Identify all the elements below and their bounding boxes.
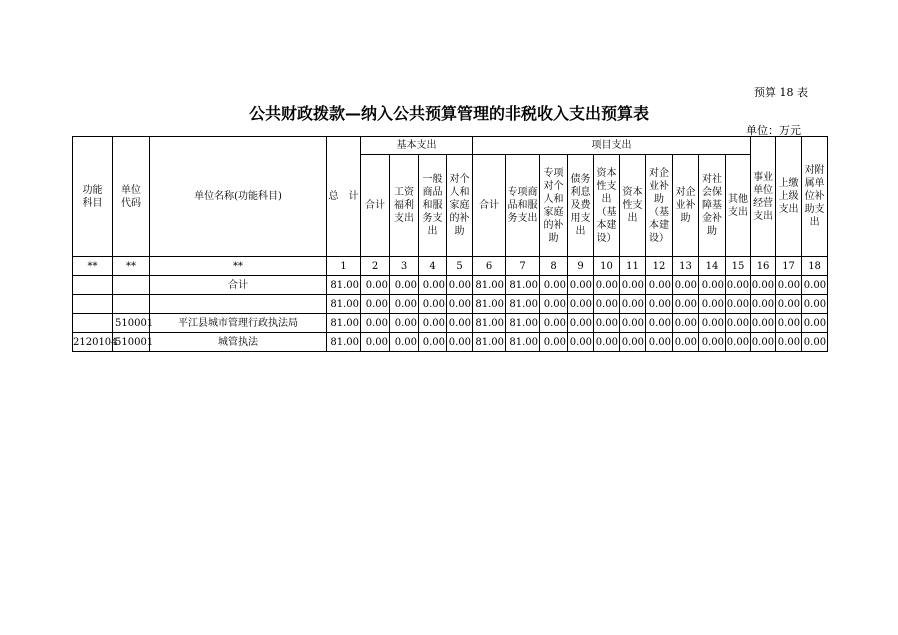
column-index-cell: ** — [113, 257, 150, 276]
header-project-expenditure: 项目支出 — [473, 137, 751, 155]
amount-cell: 0.00 — [568, 314, 594, 333]
header-project-capital: 资本性支出 — [620, 155, 646, 257]
amount-cell: 0.00 — [802, 314, 828, 333]
amount-cell: 0.00 — [447, 333, 473, 352]
header-unit-code: 单位代码 — [113, 137, 150, 257]
amount-cell: 0.00 — [751, 333, 776, 352]
header-func-subject: 功能科目 — [73, 137, 113, 257]
column-index-cell: 1 — [327, 257, 361, 276]
header-unit-name: 单位名称(功能科目) — [150, 137, 327, 257]
func-subject-cell: 2120104 — [73, 333, 113, 352]
header-project-total: 合计 — [473, 155, 506, 257]
amount-cell: 0.00 — [646, 295, 673, 314]
amount-cell: 0.00 — [802, 295, 828, 314]
amount-cell: 81.00 — [327, 314, 361, 333]
amount-cell: 81.00 — [506, 314, 540, 333]
unit-code-cell — [113, 276, 150, 295]
header-upper: 上缴上级支出 — [776, 137, 802, 257]
amount-cell: 0.00 — [540, 276, 568, 295]
column-index-cell: 12 — [646, 257, 673, 276]
amount-cell: 0.00 — [594, 314, 620, 333]
column-index-cell: 15 — [726, 257, 751, 276]
amount-cell: 0.00 — [776, 314, 802, 333]
amount-cell: 0.00 — [361, 276, 390, 295]
column-index-cell: ** — [150, 257, 327, 276]
amount-cell: 0.00 — [568, 295, 594, 314]
amount-cell: 0.00 — [646, 333, 673, 352]
amount-cell: 0.00 — [673, 295, 699, 314]
column-index-cell: 13 — [673, 257, 699, 276]
amount-cell: 81.00 — [327, 276, 361, 295]
amount-cell: 0.00 — [540, 333, 568, 352]
amount-cell: 81.00 — [327, 295, 361, 314]
amount-cell: 0.00 — [751, 314, 776, 333]
column-index-row — [73, 257, 828, 276]
column-index-cell: 9 — [568, 257, 594, 276]
form-number: 预算 18 表 — [754, 86, 808, 99]
header-project-enterprise: 对企业补助 — [673, 155, 699, 257]
amount-cell: 0.00 — [419, 333, 447, 352]
amount-cell: 81.00 — [473, 276, 506, 295]
amount-cell: 0.00 — [540, 314, 568, 333]
amount-cell: 0.00 — [802, 276, 828, 295]
header-project-personal: 专项对个人和家庭的补助 — [540, 155, 568, 257]
header-project-enterprise-construct: 对企业补助（基本建设） — [646, 155, 673, 257]
amount-cell: 0.00 — [361, 295, 390, 314]
unit-code-cell — [113, 295, 150, 314]
table-row — [73, 295, 828, 314]
unit-name-cell: 合计 — [150, 276, 327, 295]
amount-cell: 0.00 — [646, 276, 673, 295]
column-index-cell: 7 — [506, 257, 540, 276]
unit-name-cell: 城管执法 — [150, 333, 327, 352]
column-index-cell: 5 — [447, 257, 473, 276]
amount-cell: 0.00 — [673, 333, 699, 352]
amount-cell: 0.00 — [390, 295, 419, 314]
amount-cell: 0.00 — [419, 314, 447, 333]
amount-cell: 81.00 — [506, 333, 540, 352]
unit-label: 单位：万元 — [746, 124, 801, 137]
amount-cell: 81.00 — [473, 295, 506, 314]
amount-cell: 0.00 — [620, 295, 646, 314]
amount-cell: 81.00 — [473, 333, 506, 352]
table-row — [73, 333, 828, 352]
column-index-cell: 11 — [620, 257, 646, 276]
column-index-cell: 2 — [361, 257, 390, 276]
column-index-cell: 6 — [473, 257, 506, 276]
amount-cell: 81.00 — [506, 295, 540, 314]
unit-name-cell: 平江县城市管理行政执法局 — [150, 314, 327, 333]
amount-cell: 81.00 — [506, 276, 540, 295]
amount-cell: 0.00 — [594, 276, 620, 295]
amount-cell: 0.00 — [802, 333, 828, 352]
column-index-cell: ** — [73, 257, 113, 276]
amount-cell: 0.00 — [699, 314, 726, 333]
header-project-other: 其他支出 — [726, 155, 751, 257]
amount-cell: 0.00 — [447, 295, 473, 314]
table-row — [73, 276, 828, 295]
table-row — [73, 314, 828, 333]
amount-cell: 0.00 — [390, 276, 419, 295]
amount-cell: 0.00 — [361, 333, 390, 352]
header-project-capital-construct: 资本性支出（基本建设） — [594, 155, 620, 257]
column-index-cell: 14 — [699, 257, 726, 276]
unit-code-cell: 510001 — [113, 333, 150, 352]
amount-cell: 0.00 — [776, 276, 802, 295]
column-index-cell: 3 — [390, 257, 419, 276]
amount-cell: 0.00 — [673, 314, 699, 333]
func-subject-cell — [73, 276, 113, 295]
amount-cell: 0.00 — [726, 333, 751, 352]
amount-cell: 0.00 — [726, 295, 751, 314]
amount-cell: 0.00 — [568, 276, 594, 295]
column-index-cell: 18 — [802, 257, 828, 276]
budget-table — [72, 136, 828, 352]
header-total: 总 计 — [327, 137, 361, 257]
amount-cell: 0.00 — [620, 333, 646, 352]
column-index-cell: 17 — [776, 257, 802, 276]
func-subject-cell — [73, 295, 113, 314]
column-index-cell: 16 — [751, 257, 776, 276]
amount-cell: 0.00 — [646, 314, 673, 333]
amount-cell: 0.00 — [620, 314, 646, 333]
amount-cell: 81.00 — [327, 333, 361, 352]
amount-cell: 0.00 — [776, 333, 802, 352]
amount-cell: 0.00 — [361, 314, 390, 333]
amount-cell: 0.00 — [751, 276, 776, 295]
column-index-cell: 10 — [594, 257, 620, 276]
column-index-cell: 4 — [419, 257, 447, 276]
header-basic-goods: 一般商品和服务支出 — [419, 155, 447, 257]
amount-cell: 0.00 — [726, 314, 751, 333]
header-operating: 事业单位经营支出 — [751, 137, 776, 257]
func-subject-cell — [73, 314, 113, 333]
amount-cell: 0.00 — [699, 276, 726, 295]
column-index-cell: 8 — [540, 257, 568, 276]
amount-cell: 81.00 — [473, 314, 506, 333]
unit-code-cell: 510001 — [113, 314, 150, 333]
amount-cell: 0.00 — [594, 333, 620, 352]
header-basic-personal: 对个人和家庭的补助 — [447, 155, 473, 257]
amount-cell: 0.00 — [620, 276, 646, 295]
amount-cell: 0.00 — [751, 295, 776, 314]
amount-cell: 0.00 — [673, 276, 699, 295]
amount-cell: 0.00 — [699, 295, 726, 314]
header-basic-total: 合计 — [361, 155, 390, 257]
page-title: 公共财政拨款—纳入公共预算管理的非税收入支出预算表 — [248, 104, 649, 123]
amount-cell: 0.00 — [540, 295, 568, 314]
header-basic-expenditure: 基本支出 — [361, 137, 473, 155]
amount-cell: 0.00 — [594, 295, 620, 314]
amount-cell: 0.00 — [447, 314, 473, 333]
amount-cell: 0.00 — [776, 295, 802, 314]
amount-cell: 0.00 — [699, 333, 726, 352]
amount-cell: 0.00 — [390, 333, 419, 352]
header-basic-wage: 工资福利支出 — [390, 155, 419, 257]
amount-cell: 0.00 — [726, 276, 751, 295]
amount-cell: 0.00 — [447, 276, 473, 295]
amount-cell: 0.00 — [568, 333, 594, 352]
header-affiliated: 对附属单位补助支出 — [802, 137, 828, 257]
amount-cell: 0.00 — [419, 276, 447, 295]
amount-cell: 0.00 — [390, 314, 419, 333]
unit-name-cell — [150, 295, 327, 314]
header-project-debt: 债务利息及费用支出 — [568, 155, 594, 257]
header-project-social: 对社会保障基金补助 — [699, 155, 726, 257]
amount-cell: 0.00 — [419, 295, 447, 314]
header-project-goods: 专项商品和服务支出 — [506, 155, 540, 257]
